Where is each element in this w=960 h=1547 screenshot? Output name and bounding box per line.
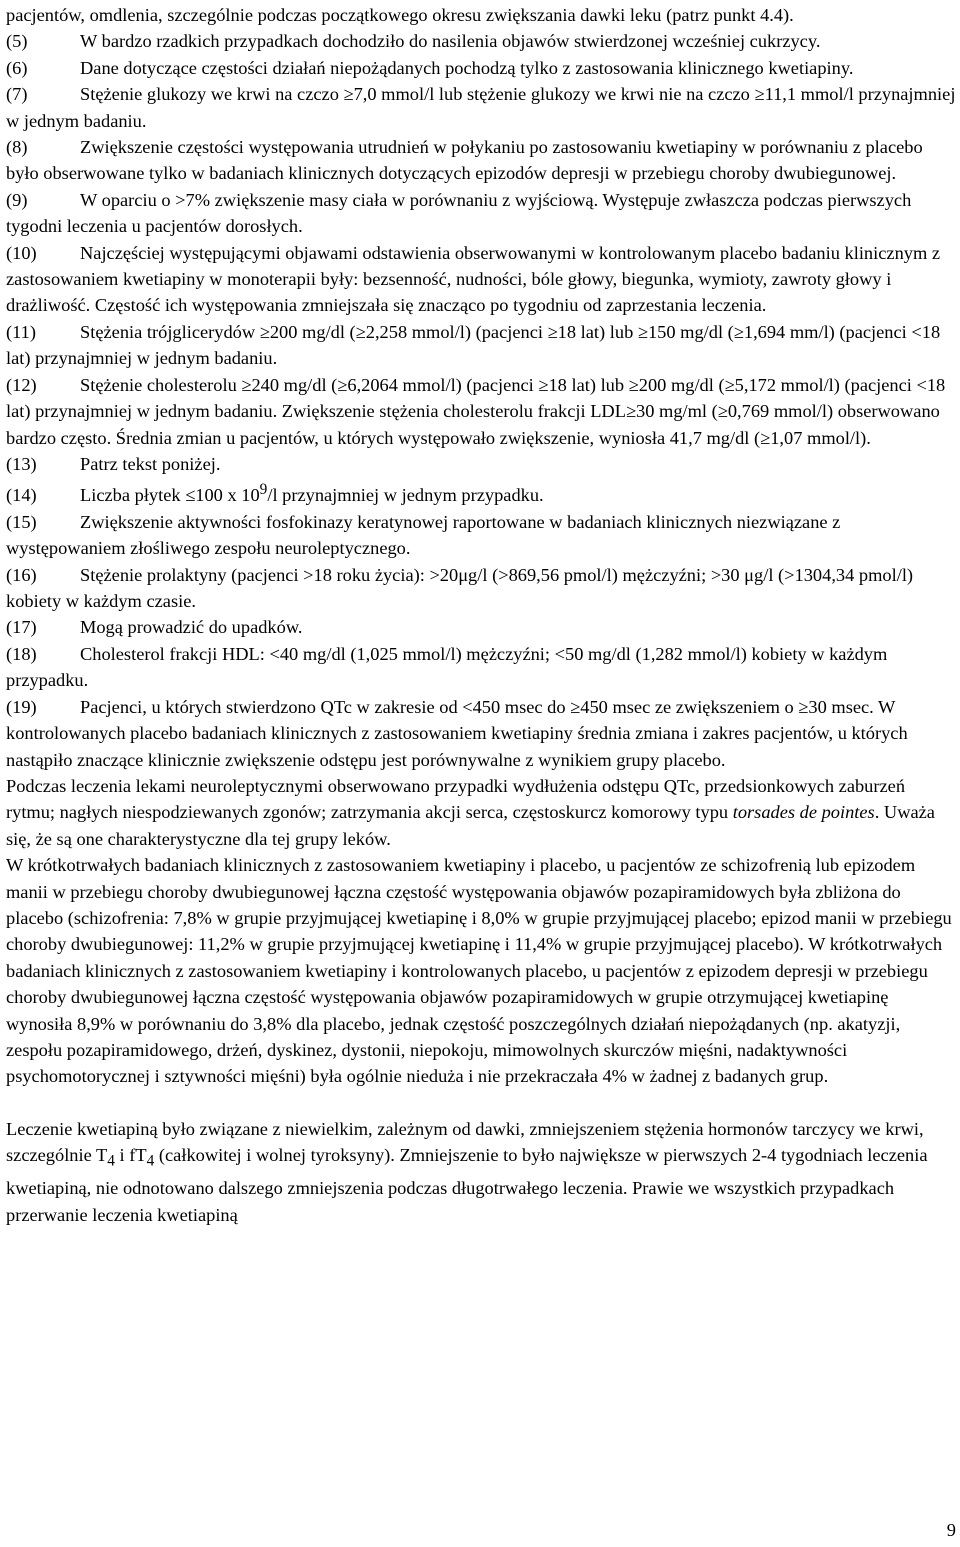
footnote-number: (13) — [6, 453, 37, 474]
footnote-item — [6, 187, 956, 240]
footnote-number: (7) — [6, 84, 28, 105]
paragraph-qtc: Podczas leczenia lekami neuroleptycznymi obserwowano przypadki wydłużenia odstępu QTc, przedsionkowych zaburzeń rytmu; nagłych niespodziewanych zgonów; zatrzymania akcji serca, częstoskurcz komorowy typu torsades de pointes. Uważa się, że są one charakterystyczne dla tej grupy leków. — [6, 775, 935, 849]
footnote-text: Zwiększenie aktywności fosfokinazy keratynowej raportowane w badaniach klinicznych niezwiązane z występowaniem złośliwego zespołu neuroleptycznego. — [6, 511, 841, 559]
footnote-text: Stężenie prolaktyny (pacjenci >18 roku życia): >20μg/l (>869,56 pmol/l) mężczyźni; >30 μg/l (>1304,34 pmol/l) kobiety w każdym czasie. — [6, 564, 914, 612]
footnote-text: Stężenie cholesterolu ≥240 mg/dl (≥6,2064 mmol/l) (pacjenci ≥18 lat) lub ≥200 mg/dl (≥5,172 mmol/l) (pacjenci <18 lat) przynajmniej w jednym badaniu. Zwiększenie stężenia cholesterolu frakcji LDL≥30 mg/ml (≥0,769 mmol/l) obserwowano bardzo często. Średnia zmian u pacjentów, u których występowało zwiększenie, wyniosła 41,7 mg/dl (≥1,07 mmol/l). — [6, 374, 946, 448]
footnote-text: W oparciu o >7% zwiększenie masy ciała w porównaniu z wyjściową. Występuje zwłaszcza podczas pierwszych tygodni leczenia u pacjentów dorosłych. — [6, 189, 912, 237]
footnote-item — [6, 28, 956, 54]
footnote-number: (18) — [6, 643, 37, 664]
footnote-text: Patrz tekst poniżej. — [80, 453, 221, 474]
footnote-number: (16) — [6, 564, 37, 585]
paragraph-eps: W krótkotrwałych badaniach klinicznych z zastosowaniem kwetiapiny i placebo, u pacjentów ze schizofrenią lub epizodem manii w przebiegu choroby dwubiegunowej łączna częstość występowania objawów pozapiramidowych była zbliżona do placebo (schizofrenia: 7,8% w grupie przyjmującej kwetiapinę i 8,0% w grupie przyjmującej placebo; epizod manii w przebiegu choroby dwubiegunowej: 11,2% w grupie przyjmującej kwetiapinę i 11,4% w grupie przyjmującej placebo). W krótkotrwałych badaniach klinicznych z zastosowaniem kwetiapiny i kontrolowanych placebo, u pacjentów z epizodem depresji w przebiegu choroby dwubiegunowej łączna częstość występowania objawów pozapiramidowych w grupie otrzymującej kwetiapinę wynosiła 8,9% w porównaniu do 3,8% dla placebo, jednak częstość poszczególnych działań niepożądanych (np. akatyzji, zespołu pozapiramidowego, drżeń, dyskinez, dystonii, niepokoju, mimowolnych skurczów mięśni, nadaktywności psychomotorycznej i sztywności mięśni) była ogólnie nieduża i nie przekraczała 4% w żadnej z badanych grup. — [6, 855, 952, 1087]
footnote-text: Liczba płytek ≤100 x $10^9/l$ przynajmniej w jednym przypadku. — [80, 481, 544, 506]
document-page — [6, 2, 956, 1228]
footnotes-list — [6, 28, 956, 773]
footnote-item — [6, 641, 956, 694]
footnote-item — [6, 562, 956, 615]
footnote-number: (6) — [6, 57, 28, 78]
footnote-number: (12) — [6, 374, 37, 395]
footnote-number: (15) — [6, 511, 37, 532]
footnote-item — [6, 55, 956, 81]
footnote-number: (17) — [6, 617, 37, 638]
page-number: 9 — [946, 1520, 956, 1540]
footnote-text: Zwiększenie częstości występowania utrudnień w połykaniu po zastosowaniu kwetiapiny w porównaniu z placebo było obserwowane tylko w badaniach klinicznych dotyczących epizodów depresji w przebiegu choroby dwubiegunowej. — [6, 137, 923, 184]
footnote-text: Pacjenci, u których stwierdzono QTc w zakresie od <450 msec do ≥450 msec ze zwiększeniem o ≥30 msec. W kontrolowanych placebo badaniach klinicznych z zastosowaniem kwetiapiny średnia zmiana i zakres pacjentów, u których nastąpiło znaczące klinicznie zwiększenie odstępu jest porównywalne z wynikiem grupy placebo. — [6, 696, 908, 770]
top-fragment: pacjentów, omdlenia, szczególnie podczas początkowego okresu zwiększania dawki leku (patrz punkt 4.4). — [6, 5, 794, 25]
footnote-number: (19) — [6, 696, 37, 717]
footnote-item — [6, 509, 956, 562]
footnote-text: Dane dotyczące częstości działań niepożądanych pochodzą tylko z zastosowania klinicznego kwetiapiny. — [80, 57, 854, 78]
footnote-item — [6, 614, 956, 640]
footnote-text: Stężenia trójglicerydów ≥200 mg/dl (≥2,258 mmol/l) (pacjenci ≥18 lat) lub ≥150 mg/dl (≥1,694 mm/l) (pacjenci <18 lat) przynajmniej w jednym badaniu. — [6, 321, 941, 369]
footnote-item — [6, 451, 956, 477]
footnote-text: Najczęściej występującymi objawami odstawienia obserwowanymi w kontrolowanym placebo badaniu klinicznym z zastosowaniem kwetiapiny w monoterapii były: bezsenność, nudności, bóle głowy, biegunka, wymioty, zawroty głowy i drażliwość. Częstość ich występowania zmniejszała się znacząco po tygodniu od zaprzestania leczenia. — [6, 242, 941, 316]
footnote-item — [6, 372, 956, 451]
footnote-text: Mogą prowadzić do upadków. — [80, 617, 303, 638]
footnote-number: (5) — [6, 31, 28, 52]
footnote-text: W bardzo rzadkich przypadkach dochodziło do nasilenia objawów stwierdzonej wcześniej cukrzycy. — [80, 31, 821, 52]
footnote-item — [6, 694, 956, 773]
footnote-number: (14) — [6, 485, 37, 506]
footnote-item — [6, 240, 956, 319]
footnote-number: (10) — [6, 242, 37, 263]
footnote-number: (9) — [6, 189, 28, 210]
footnote-number: (8) — [6, 137, 28, 158]
paragraph-thyroid: Leczenie kwetiapiną było związane z niewielkim, zależnym od dawki, zmniejszeniem stężenia hormonów tarczycy we krwi, szczególnie $T_4$ i $fT_4$ (całkowitej i wolnej tyroksyny). Zmniejszenie to było największe w pierwszych 2-4 tygodniach leczenia kwetiapiną, nie odnotowano dalszego zmniejszenia podczas długotrwałego leczenia. Prawie we wszystkich przypadkach przerwanie leczenia kwetiapiną — [6, 1118, 928, 1225]
footnote-text: Cholesterol frakcji HDL: <40 mg/dl (1,025 mmol/l) mężczyźni; <50 mg/dl (1,282 mmol/l) kobiety w każdym przypadku. — [6, 643, 888, 691]
footnote-number: (11) — [6, 321, 36, 342]
footnote-item — [6, 477, 956, 509]
footnote-item — [6, 81, 956, 134]
footnote-text: Stężenie glukozy we krwi na czczo ≥7,0 mmol/l lub stężenie glukozy we krwi nie na czczo ≥11,1 mmol/l przynajmniej w jednym badaniu. — [6, 84, 956, 131]
footnote-item — [6, 134, 956, 187]
footnote-item — [6, 319, 956, 372]
paragraph-gap — [6, 1090, 956, 1116]
